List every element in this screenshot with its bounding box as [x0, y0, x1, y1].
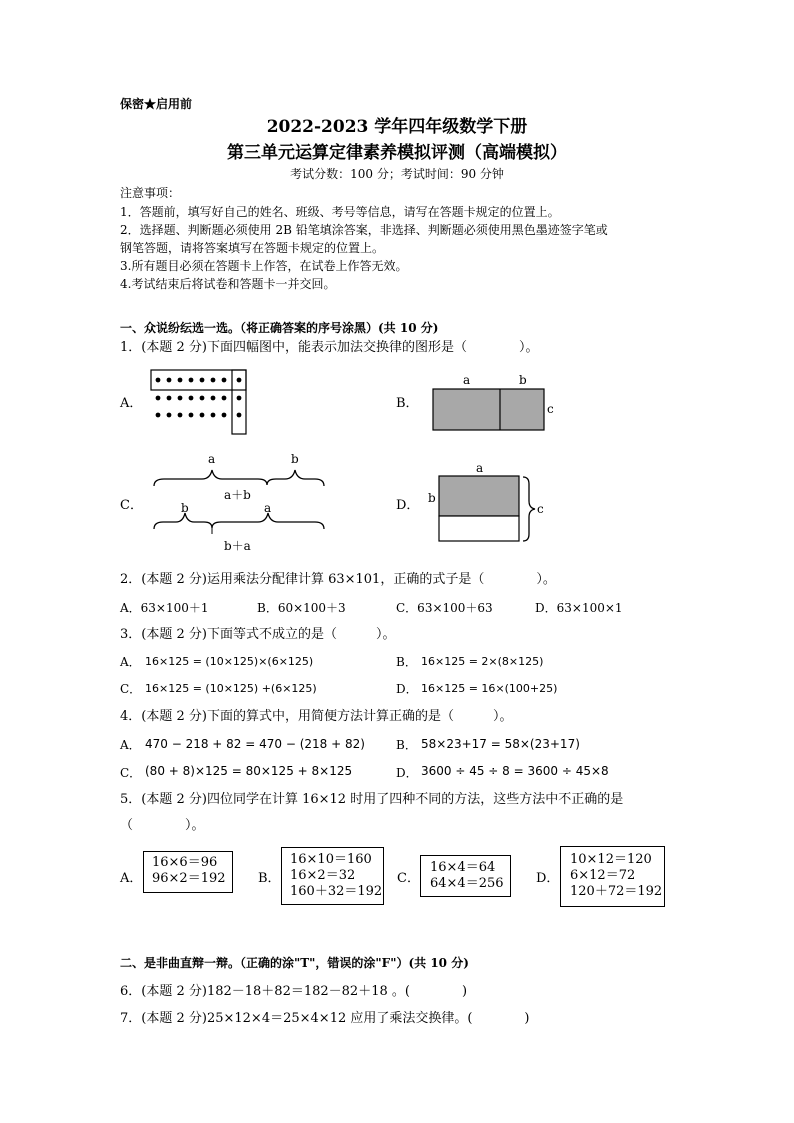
exam-title-line2: 第三单元运算定律素养模拟评测（高端模拟）: [227, 143, 567, 163]
q1-dot-array-figure: [148, 368, 253, 436]
note-item-2b: 钢笔答题，请将答案填写在答题卡规定的位置上。: [120, 241, 385, 255]
q2-option-c[interactable]: C．63×100＋63: [396, 601, 493, 615]
q3-option-d: 16×125 = 16×(100+25): [421, 682, 558, 695]
q4-option-c-label[interactable]: C．: [120, 766, 142, 780]
q6-text: 6．(本题 2 分)182－18＋82＝182－82＋18 。( ): [120, 984, 468, 999]
label-b: b: [519, 373, 527, 387]
q1-option-d-label: D．: [396, 498, 420, 513]
q1-brace-figure-c: [150, 448, 330, 556]
q1-rectangle-figure-d: [425, 460, 550, 546]
q5-option-a-box: [143, 851, 233, 893]
note-item-4: 4.考试结束后将试卷和答题卡一并交回。: [120, 277, 336, 291]
calc-line: 6×12＝72: [570, 868, 636, 883]
q5-option-d-box: [560, 846, 665, 907]
q4-option-c: (80 + 8)×125 = 80×125 + 8×125: [145, 764, 353, 778]
calc-line: 16×10＝160: [290, 852, 372, 867]
q7-text: 7．(本题 2 分)25×12×4＝25×4×12 应用了乘法交换律。( ): [120, 1011, 530, 1026]
q3-option-b-label[interactable]: B．: [396, 655, 417, 669]
label-b: b: [181, 501, 189, 515]
label-b: b: [291, 452, 299, 466]
section1-title: 一、众说纷纭选一选。（将正确答案的序号涂黑）(共 10 分): [120, 321, 439, 335]
q5-option-b-label[interactable]: B．: [258, 871, 281, 886]
q2-option-d[interactable]: D．63×100×1: [535, 601, 623, 615]
q5-text: 5．(本题 2 分)四位同学在计算 16×12 时用了四种不同的方法，这些方法中不正确的是: [120, 792, 624, 807]
label-a: a: [476, 461, 484, 475]
label-c: c: [547, 402, 554, 416]
q4-option-a-label[interactable]: A．: [120, 738, 141, 752]
calc-line: 120＋72＝192: [570, 884, 663, 899]
q3-option-a: 16×125 = (10×125)×(6×125): [145, 655, 314, 668]
q5-option-b-box: [281, 847, 384, 905]
q1-option-c-label: C．: [120, 498, 143, 513]
q5-option-d-label[interactable]: D．: [536, 871, 560, 886]
q4-text: 4．(本题 2 分)下面的算式中，用简便方法计算正确的是（ ）。: [120, 709, 513, 724]
label-sum-ba: b＋a: [224, 539, 251, 553]
q1-text: 1．(本题 2 分)下面四幅图中，能表示加法交换律的图形是（ ）。: [120, 340, 539, 355]
label-b: b: [428, 491, 436, 505]
q4-option-b-label[interactable]: B．: [396, 738, 417, 752]
notes-heading: 注意事项：: [120, 186, 181, 200]
exam-info: 考试分数：100 分；考试时间：90 分钟: [290, 167, 504, 181]
calc-line: 160＋32＝192: [290, 884, 383, 899]
calc-line: 96×2＝192: [152, 871, 226, 886]
calc-line: 16×4＝64: [430, 860, 496, 875]
exam-title-line1: 2022-2023 学年四年级数学下册: [266, 117, 528, 137]
q5-option-a-label[interactable]: A．: [120, 871, 143, 886]
confidential-label: 保密★启用前: [120, 97, 193, 111]
q3-option-b: 16×125 = 2×(8×125): [421, 655, 544, 668]
label-sum-ab: a＋b: [224, 488, 251, 502]
q1-option-a-label: A．: [120, 396, 143, 411]
q3-option-c-label[interactable]: C．: [120, 682, 142, 696]
q3-option-c: 16×125 = (10×125) +(6×125): [145, 682, 317, 695]
q3-option-d-label[interactable]: D．: [396, 682, 418, 696]
q2-option-b[interactable]: B．60×100＋3: [257, 601, 346, 615]
label-a: a: [264, 501, 272, 515]
label-a: a: [463, 373, 471, 387]
calc-line: 64×4＝256: [430, 876, 504, 891]
q3-option-a-label[interactable]: A．: [120, 655, 141, 669]
q5-answer-blank: （ ）。: [120, 818, 205, 833]
q4-option-a: 470 − 218 + 82 = 470 − (218 + 82): [145, 737, 365, 751]
calc-line: 16×2＝32: [290, 868, 356, 883]
note-item-1: 1．答题前，填写好自己的姓名、班级、考号等信息，请写在答题卡规定的位置上。: [120, 205, 560, 219]
q3-text: 3．(本题 2 分)下面等式不成立的是（ ）。: [120, 627, 396, 642]
note-item-3: 3.所有题目必须在答题卡上作答，在试卷上作答无效。: [120, 259, 408, 273]
q2-text: 2．(本题 2 分)运用乘法分配律计算 63×101，正确的式子是（ ）。: [120, 572, 556, 587]
q5-option-c-box: [420, 855, 511, 897]
q4-option-d-label[interactable]: D．: [396, 766, 418, 780]
label-a: a: [208, 452, 216, 466]
section2-title: 二、是非曲直辩一辩。（正确的涂"T"，错误的涂"F"）(共 10 分): [120, 956, 469, 970]
q4-option-d: 3600 ÷ 45 ÷ 8 = 3600 ÷ 45×8: [421, 764, 609, 778]
q1-option-b-label: B．: [396, 396, 419, 411]
q4-option-b: 58×23+17 = 58×(23+17): [421, 737, 580, 751]
calc-line: 10×12＝120: [570, 852, 652, 867]
calc-line: 16×6＝96: [152, 855, 218, 870]
q1-rectangle-figure-b: [425, 372, 560, 434]
q2-option-a[interactable]: A．63×100＋1: [120, 601, 209, 615]
note-item-2a: 2．选择题、判断题必须使用 2B 铅笔填涂答案，非选择、判断题必须使用黑色墨迹签字笔或: [120, 223, 608, 237]
label-c: c: [537, 502, 544, 516]
q5-option-c-label[interactable]: C．: [397, 871, 420, 886]
